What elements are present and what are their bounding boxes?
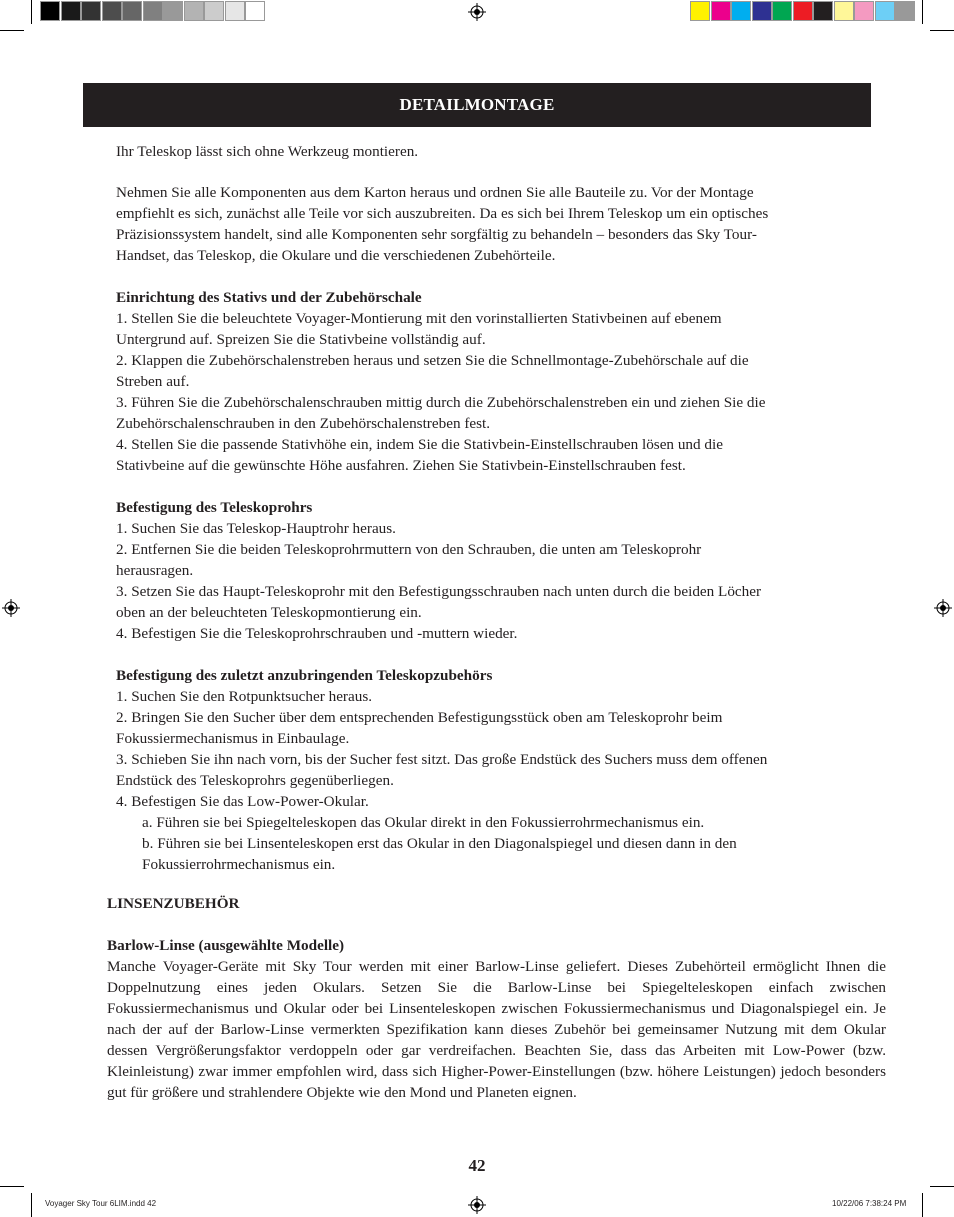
registration-mark-icon [468, 1196, 486, 1214]
color-swatch [793, 1, 813, 21]
registration-mark-icon [2, 599, 20, 617]
page-number: 42 [468, 1156, 486, 1175]
crop-mark [0, 1186, 24, 1187]
color-swatch [752, 1, 772, 21]
text-line: Fokussiermechanismus in Einbaulage. [116, 730, 350, 747]
barlow-paragraph: Manche Voyager-Geräte mit Sky Tour werden mit einer Barlow-Linse geliefert. Dieses Zubehörteil ermöglicht Ihnen die Doppelnutzung eines jeden Okulars. Setzen Sie die Barlow-Linse bei Spiegelteleskopen einfach zwischen Fokussiermechanismus und Okular oder bei Linsenteleskopen zwischen Fokussiermechanismus und Diagonalspiegel ein. Je nach der auf der Barlow-Linse vermerkten Spezifikation kann dieses Zubehör bei gemeinsamer Nutzung mit dem Okular dessen Vergrößerungsfaktor verdoppeln oder gar verdreifachen. Beachten Sie, dass das Arbeiten mit Low-Power (bzw. Kleinleistung) zwar immer empfohlen wird, dass sich Higher-Power-Einstellungen (bzw. höhere Leistungen) jedoch besonders gut für größere und strahlendere Objekte wie den Mond und Planeten eignen. [107, 958, 886, 1101]
text-line: Fokussierrohrmechanismus ein. [142, 856, 336, 873]
footer-timestamp: 10/22/06 7:38:24 PM [832, 1199, 907, 1208]
text-line: 1. Stellen Sie die beleuchtete Voyager-Montierung mit den vorinstallierten Stativbeinen auf ebenem [116, 310, 722, 327]
intro-paragraph [116, 182, 836, 266]
color-swatch [204, 1, 224, 21]
crop-mark [922, 0, 923, 24]
text-line: 4. Befestigen Sie das Low-Power-Okular. [116, 793, 369, 810]
text-line: Stativbeine auf die gewünschte Höhe ausfahren. Ziehen Sie Stativbein-Einstellschrauben fest. [116, 457, 686, 474]
color-swatch [143, 1, 163, 21]
crop-mark [31, 0, 32, 24]
color-swatch [225, 1, 245, 21]
color-swatch [731, 1, 751, 21]
text-line: 2. Entfernen Sie die beiden Teleskoprohrmuttern von den Schrauben, die unten am Teleskoprohr [116, 541, 702, 558]
text-line: 3. Schieben Sie ihn nach vorn, bis der Sucher fest sitzt. Das große Endstück des Suchers muss dem offenen [116, 751, 768, 768]
accessory-section [116, 665, 836, 875]
color-swatch [122, 1, 142, 21]
color-swatch [813, 1, 833, 21]
text-line: herausragen. [116, 562, 194, 579]
color-swatch [690, 1, 710, 21]
color-swatch [854, 1, 874, 21]
text-line: Präzisionssystem handelt, sind alle Komponenten sehr sorgfältig zu behandeln – besonders das Sky Tour- [116, 226, 757, 243]
color-swatch [834, 1, 854, 21]
lens-heading: LINSENZUBEHÖR [107, 895, 240, 912]
text-line: empfiehlt es sich, zunächst alle Teile vor sich auszubreiten. Da es sich bei Ihrem Teleskop um ein optisches [116, 205, 769, 222]
text-line: Endstück des Teleskoprohrs gegenüberliegen. [116, 772, 394, 789]
text-line: Handset, das Teleskop, die Okulare und die verschiedenen Zubehörteile. [116, 247, 556, 264]
crop-mark [0, 30, 24, 31]
color-swatch [772, 1, 792, 21]
text-line: Nehmen Sie alle Komponenten aus dem Karton heraus und ordnen Sie alle Bauteile zu. Vor der Montage [116, 184, 754, 201]
text-line: a. Führen sie bei Spiegelteleskopen das Okular direkt in den Fokussierrohrmechanismus ein. [142, 814, 705, 831]
crop-mark [930, 1186, 954, 1187]
text-line: 1. Suchen Sie den Rotpunktsucher heraus. [116, 688, 373, 705]
footer-filename: Voyager Sky Tour 6LIM.indd 42 [45, 1199, 157, 1208]
color-swatch [711, 1, 731, 21]
section-title-banner: DETAILMONTAGE [83, 83, 871, 127]
text-line: 3. Führen Sie die Zubehörschalenschrauben mittig durch die Zubehörschalenstreben ein und ziehen Sie die [116, 394, 766, 411]
crop-mark [930, 30, 954, 31]
registration-mark-icon [468, 3, 486, 21]
registration-mark-icon [934, 599, 952, 617]
text-line: Streben auf. [116, 373, 190, 390]
color-swatch [61, 1, 81, 21]
color-swatch [163, 1, 183, 21]
section-heading: Befestigung des zuletzt anzubringenden Teleskopzubehörs [116, 667, 493, 684]
text-line: Zubehörschalenschrauben in den Zubehörschalenstreben fest. [116, 415, 491, 432]
text-line: b. Führen sie bei Linsenteleskopen erst das Okular in den Diagonalspiegel und diesen dann in den [142, 835, 737, 852]
tube-section [116, 497, 836, 644]
text-line: 1. Suchen Sie das Teleskop-Hauptrohr heraus. [116, 520, 396, 537]
section-heading: Befestigung des Teleskoprohrs [116, 499, 313, 516]
section-heading: Einrichtung des Stativs und der Zubehörschale [116, 289, 422, 306]
text-line: 4. Stellen Sie die passende Stativhöhe ein, indem Sie die Stativbein-Einstellschrauben lösen und die [116, 436, 723, 453]
color-swatch [184, 1, 204, 21]
text-line: 2. Bringen Sie den Sucher über dem entsprechenden Befestigungsstück oben am Teleskoprohr beim [116, 709, 723, 726]
color-swatch [40, 1, 60, 21]
color-swatch [81, 1, 101, 21]
color-swatch [895, 1, 915, 21]
barlow-heading: Barlow-Linse (ausgewählte Modelle) [107, 937, 345, 954]
crop-mark [31, 1193, 32, 1217]
text-line: Untergrund auf. Spreizen Sie die Stativbeine vollständig auf. [116, 331, 486, 348]
text-line: 4. Befestigen Sie die Teleskoprohrschrauben und -muttern wieder. [116, 625, 518, 642]
color-swatch [245, 1, 265, 21]
color-swatch [875, 1, 895, 21]
crop-mark [922, 1193, 923, 1217]
tripod-section [116, 287, 836, 476]
text-line: 3. Setzen Sie das Haupt-Teleskoprohr mit den Befestigungsschrauben nach unten durch die beiden Löcher [116, 583, 762, 600]
text-line: 2. Klappen die Zubehörschalenstreben heraus und setzen Sie die Schnellmontage-Zubehörschale auf die [116, 352, 749, 369]
text-line: oben an der beleuchteten Teleskopmontierung ein. [116, 604, 422, 621]
intro-line: Ihr Teleskop lässt sich ohne Werkzeug montieren. [116, 143, 419, 160]
color-swatch [102, 1, 122, 21]
